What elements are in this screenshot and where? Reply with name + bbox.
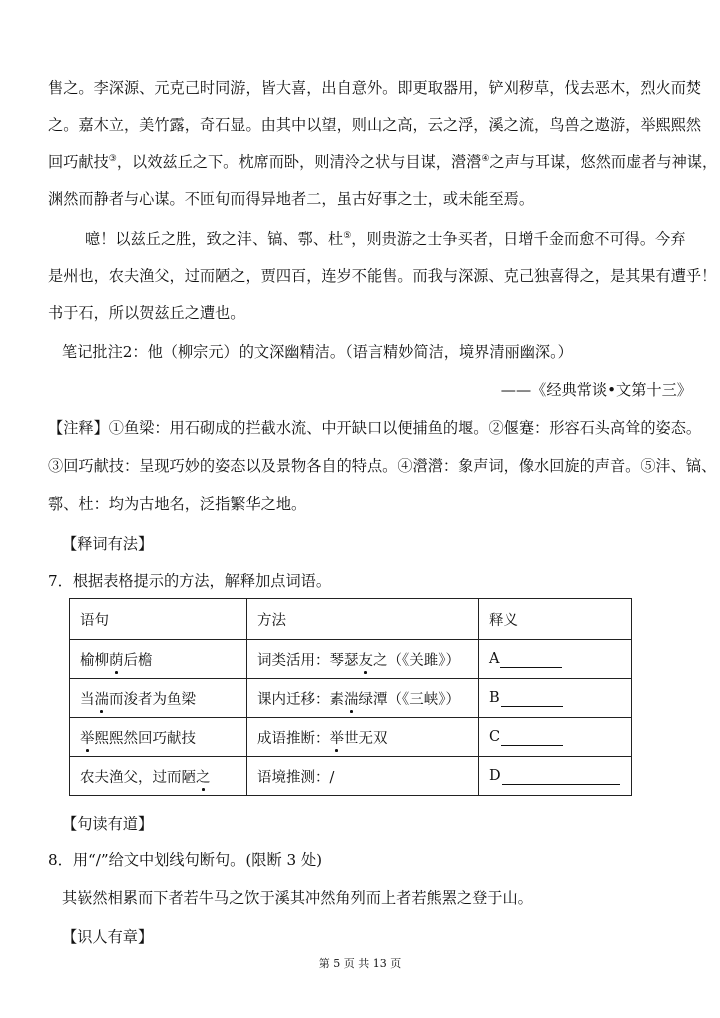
answer-label: D [489, 767, 501, 784]
answer-blank[interactable] [502, 768, 620, 785]
passage-text: ，则贵游之士争买者，日增千金而愈不可得。今弃 [351, 230, 686, 248]
answer-cell [479, 757, 632, 796]
answer-cell [479, 679, 632, 718]
sentence-cell [70, 679, 247, 718]
passage-text: 售之。李深源、元克己时同游，皆大喜，出自意外。即更取器用，铲刈秽草，伐去恶木，烈火而焚 [48, 79, 702, 97]
table-row [70, 679, 632, 718]
answer-label: C [489, 728, 501, 745]
annotation-text: 鄠、杜：均为古地名，泛指繁华之地。 [48, 495, 307, 513]
answer-cell [479, 640, 632, 679]
footnote-marker: ⑤ [343, 230, 352, 241]
answer-blank[interactable] [500, 651, 562, 668]
emphasis-dot: 湍 [344, 688, 359, 709]
footnote-marker: ③ [108, 153, 117, 164]
table-header-cell: 语句 [70, 599, 247, 640]
footnote-marker: ④ [481, 153, 490, 164]
question-text: 8．用“/”给文中划线句断句。(限断 3 处) [48, 851, 323, 869]
note-source [0, 380, 692, 400]
passage-text: 书于石，所以贺兹丘之遭也。 [48, 304, 246, 322]
passage-line [85, 229, 686, 249]
page-number: 第 5 页 共 13 页 [318, 957, 402, 970]
method-text: 课内迁移：素湍绿潭（《三峡》） [257, 692, 460, 708]
emphasis-dot: 之 [196, 766, 211, 787]
annotation-line [48, 494, 678, 514]
answer-label: B [489, 689, 500, 706]
sentence-cell [70, 757, 247, 796]
method-cell [247, 757, 479, 796]
question-7-title [48, 571, 678, 591]
passage-line [48, 152, 718, 172]
method-text: 语境推测：/ [257, 769, 335, 786]
emphasis-dot: 举 [330, 727, 345, 748]
underlined-sentence: 其嵚然相累而下者若牛马之饮于溪其冲然角列而上者若熊罴之登于山。 [62, 889, 533, 907]
sentence-text: 举熙熙然回巧献技 [80, 731, 196, 747]
answer-blank[interactable] [501, 729, 563, 746]
passage-text: 是州也，农夫渔父，过而陋之，贾四百，连岁不能售。而我与深源、克己独喜得之，是其果有遭乎！ [48, 267, 717, 285]
emphasis-dot: 荫 [109, 649, 124, 670]
table-row [70, 718, 632, 757]
question-text: 7．根据表格提示的方法，解释加点词语。 [48, 572, 332, 590]
section-heading-shici [62, 534, 692, 554]
passage-text: 之。嘉木立，美竹露，奇石显。由其中以望，则山之高，云之浮，溪之流，鸟兽之遨游，举熙熙然 [48, 116, 702, 134]
section-heading-text: 【识人有章】 [62, 928, 154, 946]
passage-text: 噫！以兹丘之胜，致之沣、镐、鄠、杜 [85, 230, 344, 248]
section-heading-text: 【释词有法】 [62, 535, 154, 553]
note-text: 笔记批注2：他（柳宗元）的文深幽精洁。（语言精妙简洁，境界清丽幽深。） [62, 343, 573, 361]
passage-line [48, 303, 678, 323]
method-text: 成语推断：举世无双 [257, 731, 388, 747]
passage-line [48, 266, 717, 286]
annotation-text: ③回巧献技：呈现巧妙的姿态以及景物各自的特点。④瀯瀯：象声词，像水回旋的声音。⑤沣、镐、 [48, 457, 717, 475]
source-text: ——《经典常谈•文第十三》 [500, 381, 692, 399]
annotation-line [48, 418, 702, 438]
emphasis-dot: 湍 [95, 688, 110, 709]
sentence-cell [70, 640, 247, 679]
answer-label: A [489, 650, 500, 667]
section-heading-judu [62, 814, 692, 834]
passage-text: 回巧献技 [48, 153, 109, 171]
sentence-text: 农夫渔父，过而陋之 [80, 770, 211, 786]
method-cell [247, 679, 479, 718]
table-row [70, 640, 632, 679]
question-8-title [48, 850, 678, 870]
table-header-cell: 方法 [247, 599, 479, 640]
passage-text: ，以效兹丘之下。枕席而卧，则清泠之状与目谋，瀯瀯 [116, 153, 482, 171]
table-header-row [70, 599, 632, 640]
method-text: 词类活用：琴瑟友之（《关雎》） [257, 653, 460, 669]
passage-line [48, 78, 702, 98]
passage-line [48, 115, 702, 135]
emphasis-dot: 友 [359, 649, 374, 670]
method-cell [247, 640, 479, 679]
passage-text: 之声与耳谋，悠然而虚者与神谋， [489, 153, 718, 171]
passage-text: 渊然而静者与心谋。不匝旬而得异地者二，虽古好事之士，或未能至焉。 [48, 190, 534, 208]
sentence-text: 当湍而浚者为鱼梁 [80, 692, 196, 708]
sentence-text: 榆柳荫后檐 [80, 653, 153, 669]
question-8-sentence [62, 888, 692, 908]
section-heading-shiren [62, 927, 692, 947]
table-row [70, 757, 632, 796]
annotation-line [48, 456, 717, 476]
sentence-cell [70, 718, 247, 757]
emphasis-dot: 举 [80, 727, 95, 748]
note-line [62, 342, 692, 362]
answer-cell [479, 718, 632, 757]
annotation-text: 【注释】①鱼梁：用石砌成的拦截水流、中开缺口以便捕鱼的堰。②偃蹇：形容石头高耸的姿态。 [48, 419, 702, 437]
question-7-table [69, 598, 632, 796]
answer-blank[interactable] [501, 690, 563, 707]
passage-line [48, 189, 678, 209]
table-header-cell: 释义 [479, 599, 632, 640]
method-cell [247, 718, 479, 757]
section-heading-text: 【句读有道】 [62, 815, 154, 833]
